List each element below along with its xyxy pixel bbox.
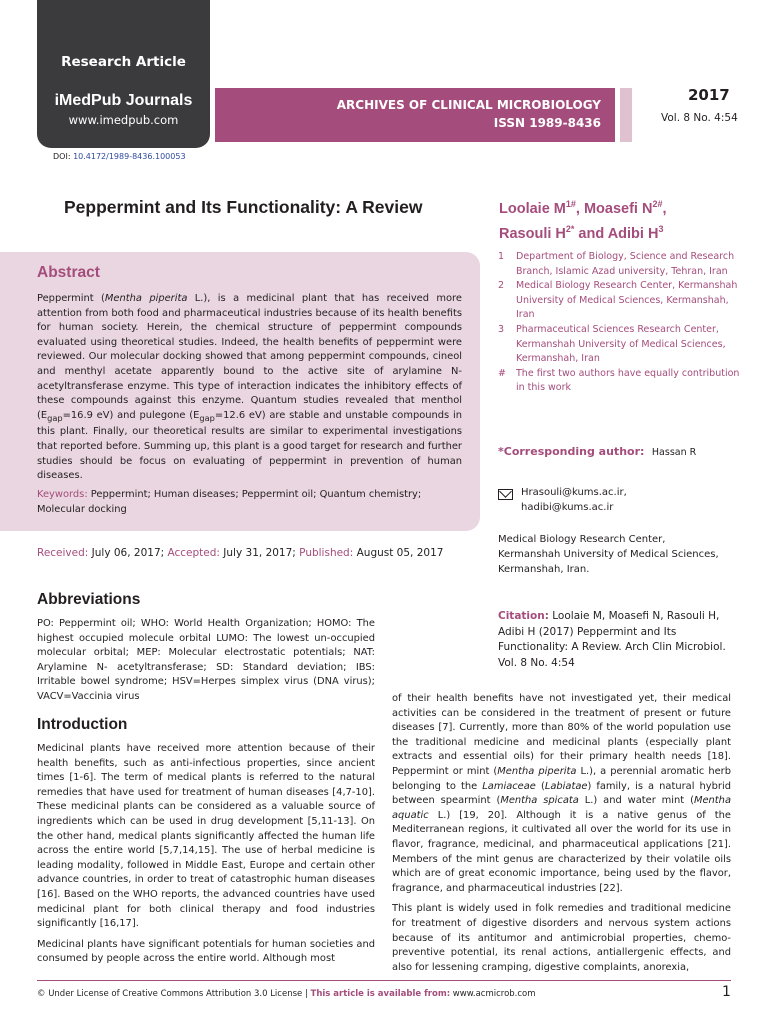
availability-label: This article is available from: [310,989,451,999]
footer [37,989,536,999]
address-line: Medical Biology Research Center, [498,534,666,545]
address-line: Kermanshah University of Medical Sciences, [498,549,719,560]
publication-dates [37,547,443,559]
family-name: Labiatae [544,780,588,792]
publisher-url[interactable]: www.imedpub.com [68,113,179,127]
citation [498,609,738,671]
issue-volume: Vol. 8 No. 4:54 [661,112,738,124]
email-block [498,486,627,515]
text-run: L.) [19, 20]. Although it is a native genus of the Mediterranean regions, it cultivated all over the world for its use in flavor, fragrance, medicinal, and pharmaceutical applications [21]. Members of the mint genus are characterized by their volatile oils which are of great economic importance, being used by the flavor, fragrance, and pharmaceutical industries [22]. [392,809,731,894]
journal-band [215,88,615,142]
abstract-text-run: =12.6 eV) are stable and unstable compounds in this plant. Finally, our theoretical results are similar to experimental investigations that reported before. Summing up, this plant is a good target for research and further studies should be focus on evaluating of peppermint in prevention of human diseases. [37,409,462,482]
right-column-text [392,692,731,981]
journal-url[interactable]: www.acmicrob.com [450,989,536,999]
introduction-heading: Introduction [37,716,128,733]
publisher-name: iMedPub Journals [54,92,193,109]
paragraph: This plant is widely used in folk remedies and traditional medicine for treatment of digestive disorders and nervous system actions because of its antitumor and antimicrobial properties, chemo-preventive potential, its renal actions, antiallergenic effects, and also for lessening cramping, digestive complaints, anorexia, [392,903,731,973]
author-separator: and [574,225,608,242]
abstract-text-run: =16.9 eV) and pulegone (E [62,409,200,421]
accepted-label: Accepted: [164,547,220,559]
license-text: © Under License of Creative Commons Attribution 3.0 License | [37,989,311,999]
received-date: July 06, 2017; [88,547,165,559]
affiliation-mark: 3 [498,323,505,335]
author-affiliation-mark: 1# [565,199,576,209]
affiliation-text: Pharmaceutical Sciences Research Center, Kermanshah University of Medical Sciences, Kermanshah, Iran [516,323,726,365]
affiliation-mark: 1 [498,251,505,262]
affiliation-item [498,367,748,396]
affiliation-text: The first two authors have equally contribution in this work [516,367,740,394]
keywords-text: Peppermint; Human diseases; Peppermint oil; Quantum chemistry; Molecular docking [37,489,422,515]
author-address [498,532,758,577]
author-name: Loolaie M [499,200,566,217]
introduction-text [37,742,375,973]
mail-icon [498,489,513,500]
author-list [499,194,759,244]
article-type-label: Research Article [61,54,186,70]
author-separator: , [662,200,667,217]
abbreviations-heading: Abbreviations [37,591,141,608]
paragraph [392,692,731,896]
address-line: Kermanshah, Iran. [498,564,590,575]
affiliation-item [498,250,748,279]
citation-label: Citation: [498,610,549,622]
email-link[interactable]: Hrasouli@kums.ac.ir, [521,487,627,498]
author-name: Moasefi N [583,200,653,217]
paragraph: Medicinal plants have significant potentials for human societies and consumed by people across the entire world. Although most [37,938,375,965]
species-name: Mentha piperita [104,293,188,304]
species-name: Mentha aquatic [392,795,731,821]
affiliation-text: Medical Biology Research Center, Kermanshah University of Medical Sciences, Kermanshah, Iran [516,280,738,321]
author-name: Rasouli H [499,225,566,242]
journal-name: ARCHIVES OF CLINICAL MICROBIOLOGY [336,98,601,112]
author-separator: , [575,200,584,217]
journal-issn: ISSN 1989-8436 [493,116,601,130]
subscript: gap [47,412,63,423]
publisher-tab [37,0,210,148]
author-name: Adibi H [607,225,659,242]
abstract-text-run: Peppermint ( [37,293,105,304]
published-date: August 05, 2017 [353,547,444,559]
published-label: Published: [295,547,354,559]
affiliation-mark: # [498,367,506,379]
page-number: 1 [722,984,731,1000]
subscript: gap [199,412,215,423]
species-name: Mentha spicata [500,795,579,807]
text-run: L.) and water mint ( [578,795,694,807]
doi-label: DOI: [53,152,71,161]
email-link[interactable]: hadibi@kums.ac.ir [521,501,614,513]
affiliation-item [498,323,748,367]
issue-year: 2017 [688,86,730,104]
species-name: Mentha piperita [497,765,577,777]
author-affiliation-mark: 2# [652,199,663,209]
abstract-heading: Abstract [37,264,100,281]
doi-line [53,152,186,161]
doi-link[interactable]: 10.4172/1989-8436.100053 [73,152,186,161]
keywords-label: Keywords: [37,489,88,500]
text-run: ) family, is a natural hybrid between spearmint ( [392,780,731,807]
email-list [521,486,627,515]
corresponding-label: *Corresponding author: [498,445,645,458]
abstract-text [37,292,462,484]
corresponding-author [498,445,696,458]
citation-text: Loolaie M, Moasefi N, Rasouli H, Adibi H (2017) Peppermint and Its Functionality: A Review. Arch Clin Microbiol. Vol. 8 No. 4:54 [498,610,726,669]
affiliation-mark: 2 [498,280,505,292]
footer-divider [37,980,731,981]
paper-title: Peppermint and Its Functionality: A Review [64,197,423,217]
accepted-date: July 31, 2017; [219,547,296,559]
text-run: L.), a perennial aromatic herb belonging to the [392,765,731,792]
family-name: Lamiaceae [482,780,536,792]
affiliation-item [498,279,748,323]
received-label: Received: [37,547,89,559]
paragraph: Medicinal plants have received more attention because of their health benefits, such as anti-infectious properties, since ancient times [1-6]. The term of medical plants is referred to the natural remedies that have used for treatment of human diseases [4,7-10]. These medicinal plants can be considered as a valuable source of ingredients which can be used in drug development [5,11-13]. On the other hand, medical plants significantly affected the human life across the entire world [5,7,14,15]. The use of herbal medicine is leading modality, followed in Middle East, Europe and certain other advance countries, in order to treat of catastrophic human diseases [16]. Based on the WHO reports, the advanced countries have used medicinal plant for both clinical therapy and food industries significantly [16,17]. [37,743,375,930]
abstract-text-run: L.), is a medicinal plant that has received more attention from both food and pharmaceutical industries because of its health benefits for human society. Herein, the chemical structure of peppermint compounds evaluated using theoretical studies. Indeed, the health benefits of peppermint were reviewed. Our molecular docking showed that among peppermint compounds, cineol and menthyl acetate apparently bound to the active site of arylamine N-acetyltransferase enzyme. This type of interaction indicates the inhibitory effects of these compounds against this enzyme. Quantum studies revealed that menthol (E [37,293,462,421]
journal-band-accent [620,88,632,142]
author-affiliation-mark: 3 [658,223,664,234]
affiliation-text: Department of Biology, Science and Research Branch, Islamic Azad university, Tehran, Iran [516,251,735,277]
keywords [37,488,462,517]
author-affiliation-mark: 2* [565,223,575,234]
corresponding-name: Hassan R [651,447,697,458]
text-run: of their health benefits have not investigated yet, their medical activities can be considered in the treatment of present or future diseases [7]. Currently, more than 80% of the world population use the traditional medicine and medicinal plants (especially plant extracts and essential oils) for their primary health needs [18]. Peppermint or mint ( [392,693,731,777]
abbreviations-text: PO: Peppermint oil; WHO: World Health Organization; HOMO: The highest occupied molecule orbital LUMO: The lowest un-occupied molecular orbital; MEP: Molecular electrostatic potentials; NAT: Arylamine N- acetyltransferase; SD: Standard deviation; IBS: Irritable bowel syndrome; HSV=Herpes simplex virus (DNA virus); VACV=Vaccinia virus [37,618,375,702]
affiliation-list [498,250,748,396]
text-run: ( [535,780,545,792]
